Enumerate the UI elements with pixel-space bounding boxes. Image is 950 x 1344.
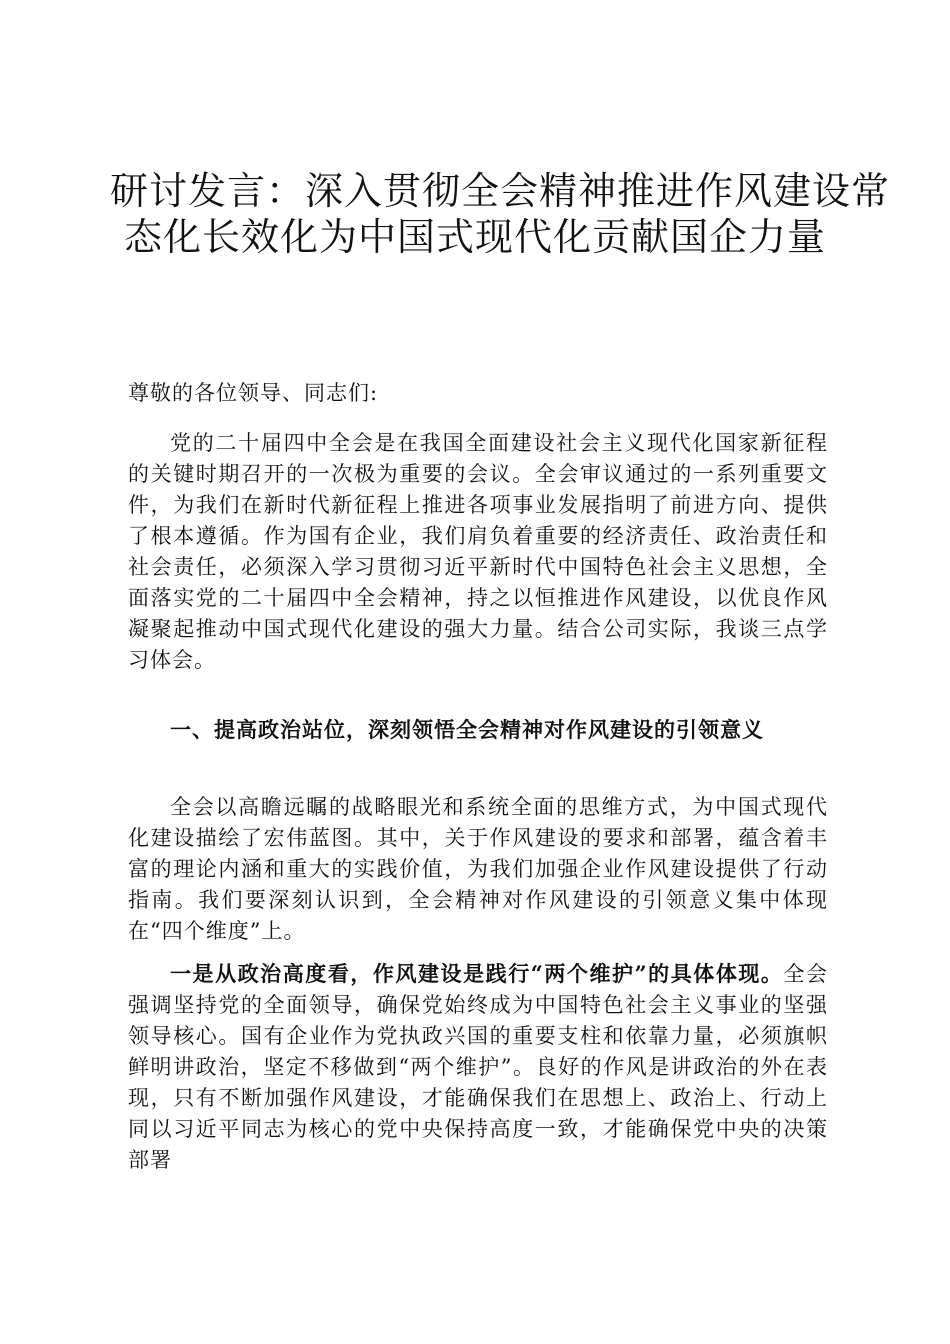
paragraph-3-lead: 一是从政治高度看，作风建设是践行“两个维护”的具体体现。 (170, 961, 784, 986)
paragraph-1: 党的二十届四中全会是在我国全面建设社会主义现代化国家新征程的关键时期召开的一次极为重要的会议。全会审议通过的一系列重要文件，为我们在新时代新征程上推进各项事业发展指明了前进方向、提供了根本遵循。作为国有企业，我们肩负着重要的经济责任、政治责任和社会责任，必须深入学习贯彻习近平新时代中国特色社会主义思想，全面落实党的二十届四中全会精神，持之以恒推进作风建设，以优良作风凝聚起推动中国式现代化建设的强大力量。结合公司实际，我谈三点学习体会。 (128, 431, 828, 672)
greeting: 尊敬的各位领导、同志们: (128, 381, 379, 405)
title-line-2: 态化长效化为中国式现代化贡献国企力量 (123, 215, 826, 259)
section-heading-1: 一、提高政治站位，深刻领悟全会精神对作风建设的引领意义 (170, 717, 764, 742)
paragraph-3 (128, 958, 828, 1176)
paragraph-2: 全会以高瞻远瞩的战略眼光和系统全面的思维方式，为中国式现代化建设描绘了宏伟蓝图。其中，关于作风建设的要求和部署，蕴含着丰富的理论内涵和重大的实践价值，为我们加强企业作风建设提供了行动指南。我们要深刻认识到，全会精神对作风建设的引领意义集中体现在“四个维度”上。 (128, 795, 828, 943)
paragraph-3-body: 全会强调坚持党的全面领导，确保党始终成为中国特色社会主义事业的坚强领导核心。国有企业作为党执政兴国的重要支柱和依靠力量，必须旗帜鲜明讲政治，坚定不移做到“两个维护”。良好的作风是讲政治的外在表现，只有不断加强作风建设，才能确保我们在思想上、政治上、行动上同以习近平同志为核心的党中央保持高度一致，才能确保党中央的决策部署 (128, 962, 828, 1172)
document-title (110, 168, 891, 260)
title-line-1: 研讨发言：深入贯彻全会精神推进作风建设常 (110, 169, 891, 213)
